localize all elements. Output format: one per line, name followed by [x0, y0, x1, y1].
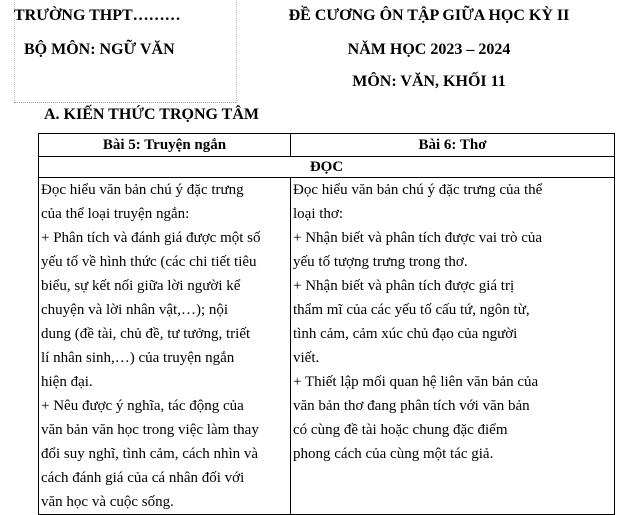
text-line: Đọc hiểu văn bản chú ý đặc trưng	[41, 182, 244, 198]
school-name: TRƯỜNG THPT………	[14, 7, 181, 24]
header-frame-bottom	[14, 102, 236, 103]
column-header-lesson-5: Bài 5: Truyện ngắn	[39, 134, 291, 157]
text-line: có cùng đề tài hoặc chung đặc điểm	[293, 422, 508, 438]
text-line: dung (đề tài, chủ đề, tư tưởng, triết	[41, 326, 251, 342]
text-line: cách đánh giá của cá nhân đối với	[41, 470, 245, 486]
school-year: NĂM HỌC 2023 – 2024	[347, 41, 511, 58]
lesson-6-content	[291, 178, 615, 515]
text-line: phong cách của cùng một tác giả.	[293, 446, 494, 462]
content-table	[38, 133, 615, 515]
lesson-5-content	[39, 178, 291, 515]
text-line: thẩm mĩ của các yếu tố cấu tứ, ngôn từ,	[293, 302, 530, 318]
text-line: hiện đại.	[41, 374, 93, 390]
text-line: yếu tố tượng trưng trong thơ.	[293, 254, 468, 270]
text-line: + Nhận biết và phân tích được vai trò của	[293, 230, 543, 246]
table-header-row	[39, 134, 615, 157]
text-line: viết.	[293, 350, 320, 366]
text-line: + Phân tích và đánh giá được một số	[41, 230, 261, 246]
column-header-lesson-6: Bài 6: Thơ	[291, 134, 615, 157]
text-line: biểu, sự kết nối giữa lời người kể	[41, 278, 241, 294]
text-line: đổi suy nghĩ, tình cảm, cách nhìn và	[41, 446, 259, 462]
text-line: + Thiết lập mối quan hệ liên văn bản của	[293, 374, 539, 390]
document-title: ĐỀ CƯƠNG ÔN TẬP GIỮA HỌC KỲ II	[288, 7, 570, 24]
text-line: văn bản thơ đang phân tích với văn bản	[293, 398, 530, 414]
text-line: văn học và cuộc sống.	[41, 494, 174, 510]
text-line: của thể loại truyện ngắn:	[41, 206, 190, 222]
text-line: yếu tố về hình thức (các chi tiết tiêu	[41, 254, 257, 270]
text-line: loại thơ:	[293, 206, 344, 222]
text-line: chuyện và lời nhân vật,…); nội	[41, 302, 229, 318]
table-subheader-row	[39, 157, 615, 178]
section-title: A. KIẾN THỨC TRỌNG TÂM	[44, 106, 259, 123]
text-line: + Nêu được ý nghĩa, tác động của	[41, 398, 244, 414]
text-line: + Nhận biết và phân tích được giá trị	[293, 278, 515, 294]
text-line: Đọc hiểu văn bản chú ý đặc trưng của thể	[293, 182, 543, 198]
header-frame-right	[236, 0, 237, 103]
table-content-row	[39, 178, 615, 515]
text-line: tình cảm, cảm xúc chủ đạo của người	[293, 326, 518, 342]
text-line: lí nhân sinh,…) của truyện ngắn	[41, 350, 235, 366]
subject-grade: MÔN: VĂN, KHỐI 11	[352, 73, 506, 90]
subheader-reading: ĐỌC	[39, 157, 615, 178]
department-name: BỘ MÔN: NGỮ VĂN	[24, 41, 175, 58]
text-line: văn bản văn học trong việc làm thay	[41, 422, 259, 438]
